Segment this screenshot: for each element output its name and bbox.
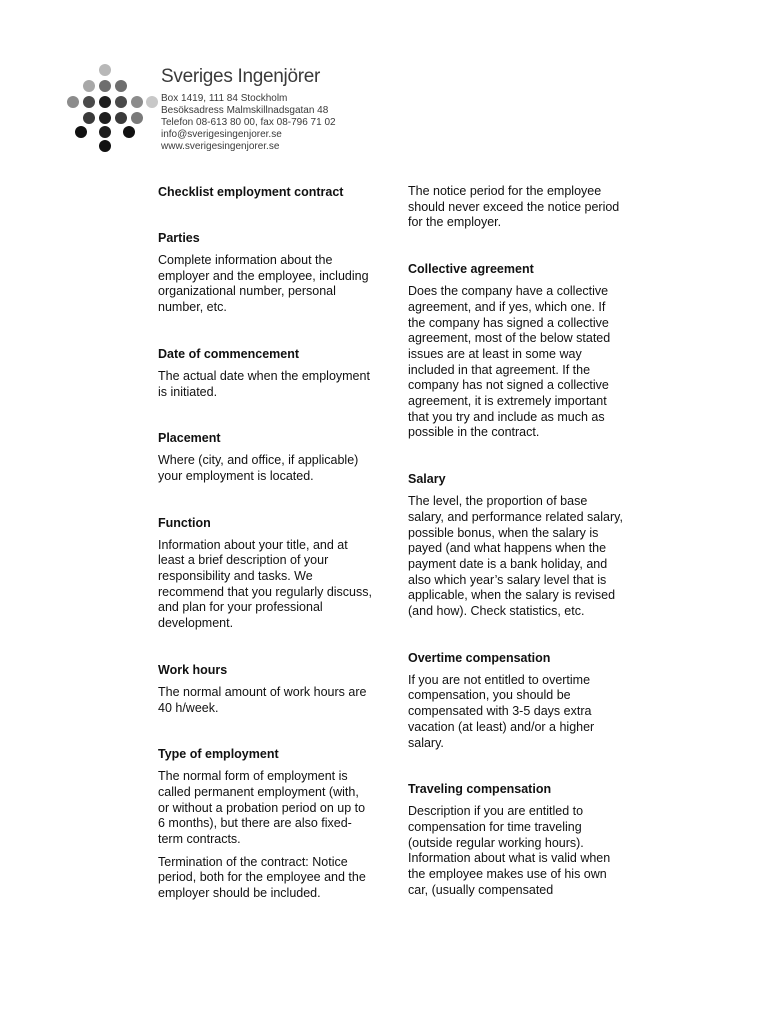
section-text-notice-period: The notice period for the employee should never exceed the notice period for the employer. <box>408 184 620 230</box>
logo <box>62 62 158 154</box>
section-text-commencement: The actual date when the employment is initiated. <box>158 368 370 399</box>
section-heading-function: Function <box>158 515 211 530</box>
section-text-function: Information about your title, and at least a brief description of your responsibility and tasks. We recommend that you regularly discuss, and plan for your professional development. <box>158 537 372 631</box>
section-text-traveling: Description if you are entitled to compensation for time traveling (outside regular working hours). Information about what is valid when the employee makes use of his own car, (usually compensated <box>408 804 611 897</box>
logo-dot <box>115 80 127 92</box>
logo-dot <box>67 96 79 108</box>
section-heading-salary: Salary <box>408 472 446 487</box>
section-heading-traveling: Traveling compensation <box>408 782 552 797</box>
section-heading-overtime: Overtime compensation <box>408 650 551 665</box>
section-text-placement: Where (city, and office, if applicable) your employment is located. <box>158 453 359 483</box>
logo-dot <box>83 96 95 108</box>
org-email: info@sverigesingenjorer.se <box>161 129 282 140</box>
logo-dot <box>75 126 87 138</box>
logo-dot <box>99 126 111 138</box>
logo-dot <box>99 96 111 108</box>
org-name: Sveriges Ingenjörer <box>161 66 321 87</box>
logo-dot <box>115 112 127 124</box>
section-heading-parties: Parties <box>158 231 200 245</box>
logo-dot <box>115 96 127 108</box>
section-heading-placement: Placement <box>158 431 221 446</box>
section-text-overtime: If you are not entitled to overtime compensation, you should be compensated with 3-5 days extra vacation (at least) and/or a higher salary. <box>408 672 595 750</box>
logo-dot <box>83 80 95 92</box>
section-text-work-hours: The normal amount of work hours are 40 h/week. <box>158 684 367 715</box>
section-heading-employment-type: Type of employment <box>158 747 279 762</box>
left-column <box>158 184 373 902</box>
logo-dot <box>99 112 111 124</box>
org-address: Box 1419, 111 84 Stockholm <box>161 93 288 104</box>
section-heading-collective: Collective agreement <box>408 262 534 277</box>
org-visiting-address: Besöksadress Malmskillnadsgatan 48 <box>161 105 329 116</box>
logo-dot <box>131 96 143 108</box>
logo-dot <box>99 140 111 152</box>
section-text-employment-type: The normal form of employment is called permanent employment (with, or without a probation period on up to 6 months), but there are also fixed-term contracts. <box>158 769 366 847</box>
section-heading-commencement: Date of commencement <box>158 346 300 361</box>
section-text-parties: Complete information about the employer and the employee, including organizational number, personal number, etc. <box>158 253 369 315</box>
document-title: Checklist employment contract <box>158 185 344 199</box>
logo-dot <box>99 80 111 92</box>
org-header <box>161 66 421 153</box>
logo-dot <box>123 126 135 138</box>
section-text-termination: Termination of the contract: Notice period, both for the employee and the employer should be included. <box>158 854 366 901</box>
logo-dot <box>146 96 158 108</box>
logo-dot <box>131 112 143 124</box>
section-heading-work-hours: Work hours <box>158 662 228 677</box>
section-text-collective: Does the company have a collective agreement, and if yes, which one. If the company has signed a collective agreement, most of the below stated issues are at least in some way included in that agreement. If the company has not signed a collective agreement, it is extremely important that you try and include as much as possible in the contract. <box>408 284 611 440</box>
org-phone: Telefon 08-613 80 00, fax 08-796 71 02 <box>161 117 336 128</box>
logo-dot <box>83 112 95 124</box>
org-website: www.sverigesingenjorer.se <box>161 141 280 152</box>
logo-dot <box>99 64 111 76</box>
right-column <box>408 184 623 899</box>
section-text-salary: The level, the proportion of base salary, and performance related salary, possible bonus, when the salary is payed (and what happens when the payment date is a bank holiday, and also which year’s salary level that is applicable, when the salary is revised (and how). Check statistics, etc. <box>408 494 623 619</box>
